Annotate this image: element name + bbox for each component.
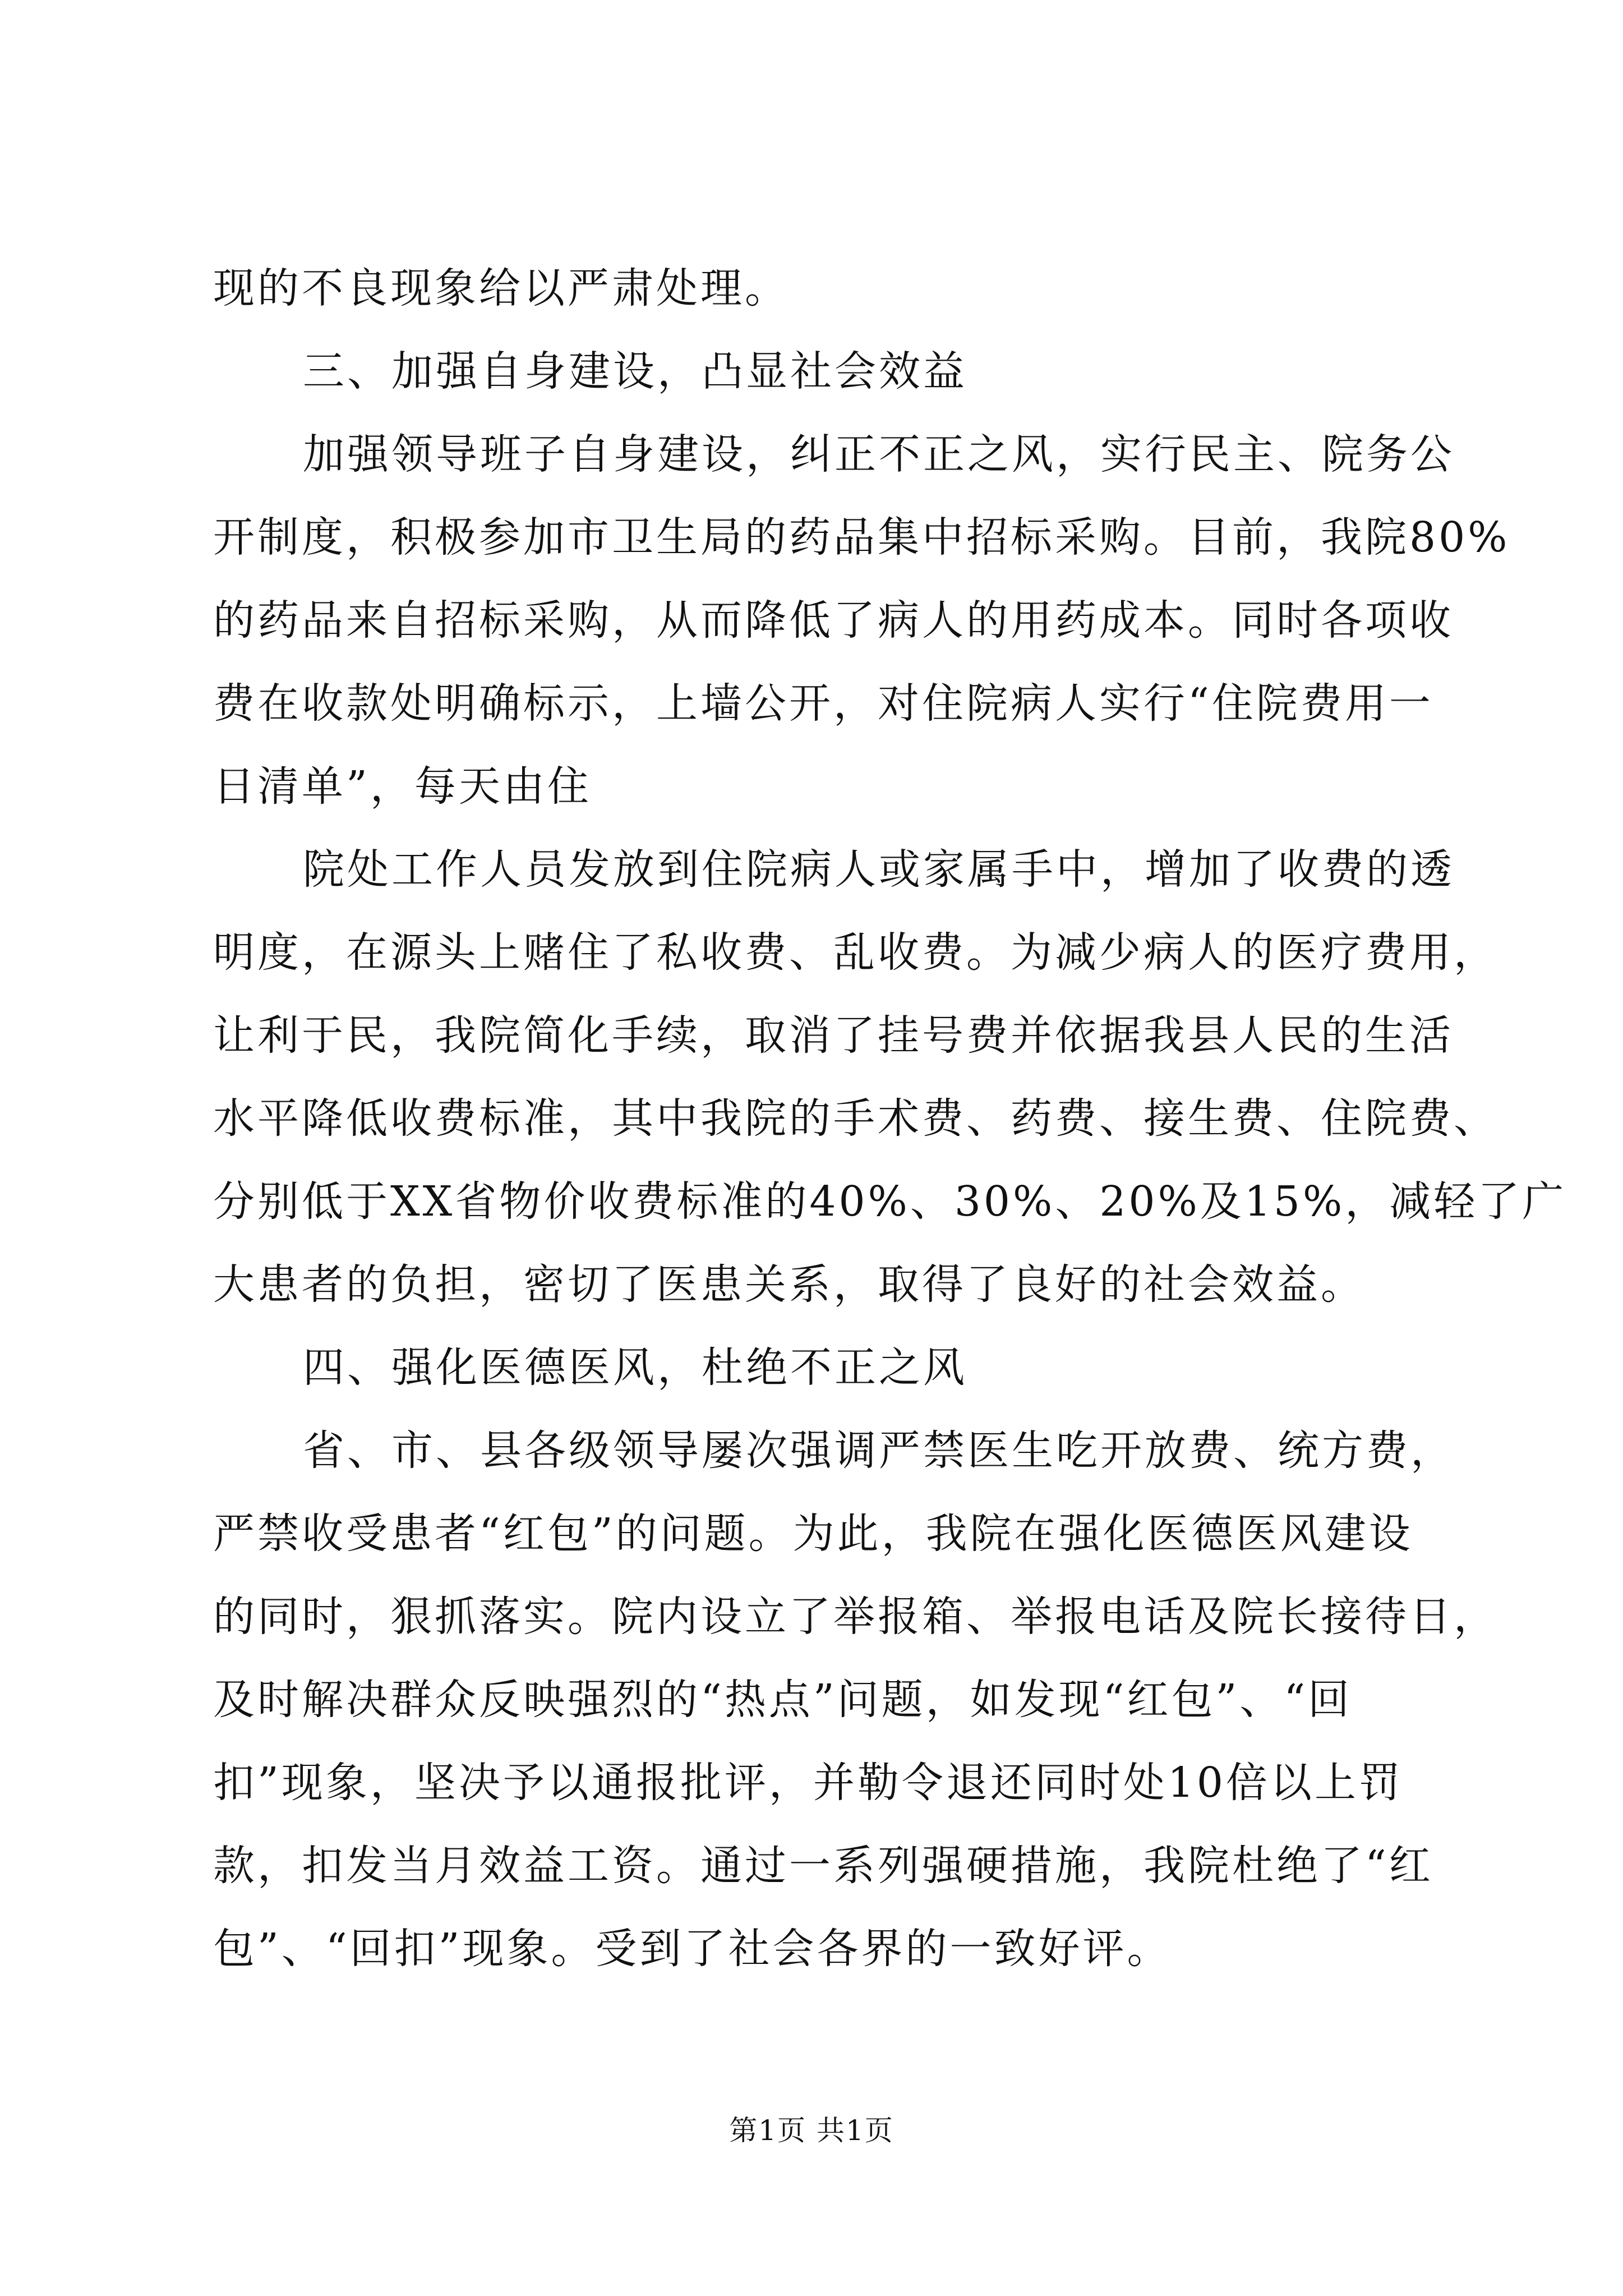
- text-line: 的同时，狠抓落实。院内设立了举报箱、举报电话及院长接待日，: [213, 1593, 1498, 1641]
- text-line: 严禁收受患者“红包”的问题。为此，我院在强化医德医风建设: [213, 1510, 1413, 1558]
- text-line: 大患者的负担，密切了医患关系，取得了良好的社会效益。: [213, 1260, 1365, 1309]
- text-line: 费在收款处明确标示，上墙公开，对住院病人实行“住院费用一: [213, 679, 1433, 728]
- text-line: 日清单”，每天由住: [213, 762, 592, 811]
- text-line: 省、市、县各级领导屡次强调严禁医生吃开放费、统方费，: [303, 1427, 1455, 1475]
- text-line: 的药品来自招标采购，从而降低了病人的用药成本。同时各项收: [213, 596, 1454, 645]
- text-line: 扣”现象，坚决予以通报批评，并勒令退还同时处10倍以上罚: [213, 1759, 1403, 1807]
- text-line: 现的不良现象给以严肃处理。: [213, 264, 789, 312]
- text-line: 院处工作人员发放到住院病人或家属手中，增加了收费的透: [303, 845, 1455, 894]
- text-line: 开制度，积极参加市卫生局的药品集中招标采购。目前，我院80%: [213, 513, 1510, 562]
- text-line: 加强领导班子自身建设，纠正不正之风，实行民主、院务公: [303, 430, 1455, 478]
- text-line: 及时解决群众反映强烈的“热点”问题，如发现“红包”、“回: [213, 1676, 1353, 1724]
- document-body: [213, 247, 1567, 1990]
- text-line: 分别低于XX省物价收费标准的40%、30%、20%及15%，减轻了广: [213, 1177, 1567, 1226]
- text-line: 让利于民，我院简化手续，取消了挂号费并依据我县人民的生活: [213, 1011, 1454, 1060]
- text-line: 款，扣发当月效益工资。通过一系列强硬措施，我院杜绝了“红: [213, 1842, 1433, 1890]
- text-line: 水平降低收费标准，其中我院的手术费、药费、接生费、住院费、: [213, 1094, 1498, 1143]
- text-line: 明度，在源头上赌住了私收费、乱收费。为减少病人的医疗费用，: [213, 928, 1498, 977]
- page-footer: 第1页 共1页: [729, 2114, 894, 2147]
- text-line: 包”、“回扣”现象。受到了社会各界的一致好评。: [213, 1925, 1172, 1973]
- text-line: 四、强化医德医风，杜绝不正之风: [303, 1343, 967, 1392]
- text-line: 三、加强自身建设，凸显社会效益: [303, 347, 967, 395]
